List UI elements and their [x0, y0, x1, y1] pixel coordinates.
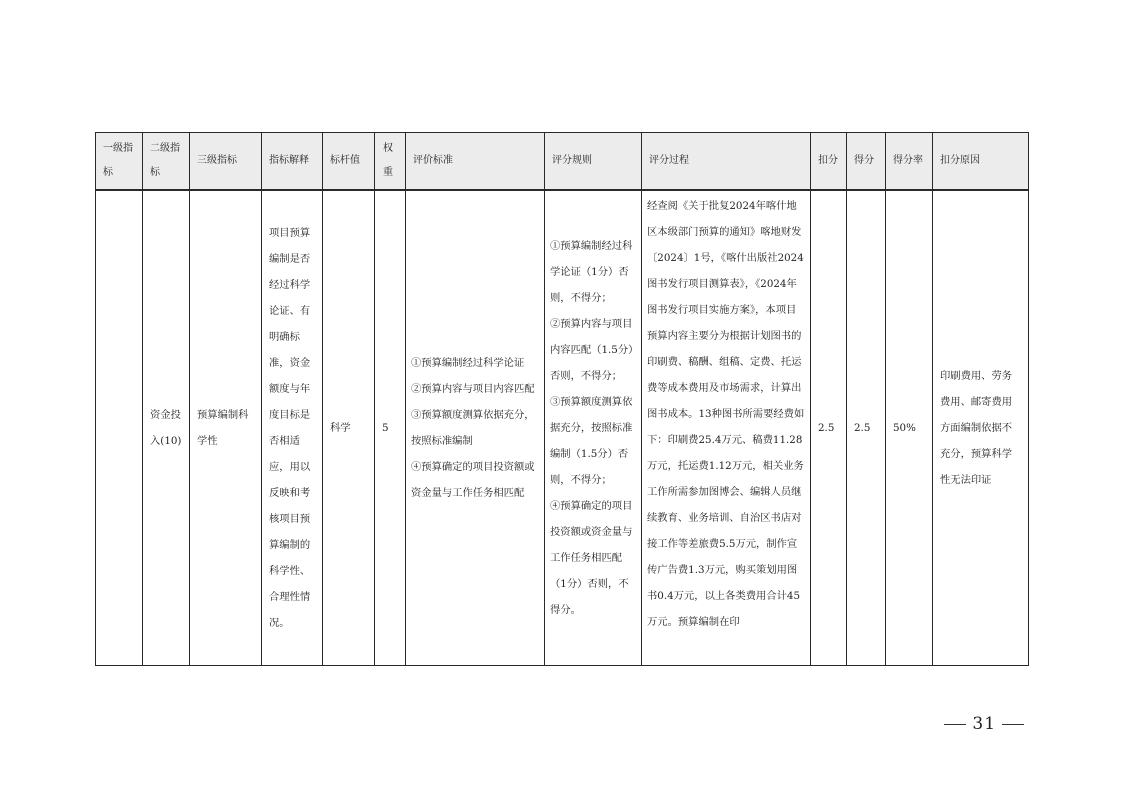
- level3-cell: 预算编制科学性: [190, 190, 262, 666]
- header-cell: 评分过程: [642, 133, 811, 191]
- header-cell: 标杆值: [323, 133, 375, 191]
- standard-cell: [406, 190, 545, 666]
- rules-cell: [545, 190, 642, 666]
- benchmark-cell: 科学: [323, 190, 375, 666]
- rule-item: ③预算额度测算依据充分，按照标准编制（1.5分）否则，不得分；: [550, 396, 633, 486]
- weight-cell: 5: [375, 190, 406, 666]
- level1-cell: [96, 190, 143, 666]
- header-cell: 评价标准: [406, 133, 545, 191]
- evaluation-table: [95, 132, 1029, 666]
- page-number: [944, 714, 1024, 734]
- header-cell: 指标解释: [262, 133, 323, 191]
- header-cell: 评分规则: [545, 133, 642, 191]
- rule-item: ②预算内容与项目内容匹配（1.5分）否则，不得分；: [550, 318, 634, 382]
- reason-cell: 印刷费用、劳务费用、邮寄费用方面编制依据不充分，预算科学性无法印证: [933, 190, 1029, 666]
- explanation-cell: 项目预算编制是否经过科学论证、有明确标准，资金额度与年度目标是否相适应，用以反映和考核项目预算编制的科学性、合理性情况。: [262, 190, 323, 666]
- table-row: [96, 190, 1029, 666]
- process-cell: 经查阅《关于批复2024年喀什地区本级部门预算的通知》喀地财发〔2024〕1号，《喀什出版社2024图书发行项目测算表》，《2024年图书发行项目实施方案》，本项目预算内容主要分为根据计划图书的印刷费、稿酬、组稿、定费、托运费等成本费用及市场需求，计算出图书成本。13种图书所需要经费如下：印刷费25.4万元、稿费11.28万元，托运费1.12万元，相关业务工作所需参加图博会、编辑人员继续教育、业务培训、自治区书店对接工作等差旅费5.5万元，制作宣传广告费1.3万元，购买策划用图书0.4万元，以上各类费用合计45万元。预算编制在印: [642, 190, 811, 666]
- score-cell: 2.5: [847, 190, 886, 666]
- level2-cell: 资金投入(10): [143, 190, 190, 666]
- rate-cell: 50%: [886, 190, 933, 666]
- standard-item: ①预算编制经过科学论证: [411, 357, 525, 369]
- header-cell: 一级指标: [96, 133, 143, 191]
- header-cell: 得分: [847, 133, 886, 191]
- header-cell: 二级指标: [143, 133, 190, 191]
- header-cell: 得分率: [886, 133, 933, 191]
- page-number-text: 31: [972, 714, 997, 734]
- header-cell: 三级指标: [190, 133, 262, 191]
- rule-item: ④预算确定的项目投资额或资金量与工作任务相匹配（1分）否则，不得分。: [550, 500, 633, 616]
- standard-item: ④预算确定的项目投资额或资金量与工作任务相匹配: [411, 461, 535, 499]
- page-dash-right: [1002, 724, 1024, 725]
- standard-item: ③预算额度测算依据充分，按照标准编制: [411, 409, 535, 447]
- header-cell: 权重: [375, 133, 406, 191]
- header-cell: 扣分原因: [933, 133, 1029, 191]
- deduction-cell: 2.5: [811, 190, 847, 666]
- rule-item: ①预算编制经过科学论证（1分）否则，不得分；: [550, 240, 633, 304]
- header-cell: 扣分: [811, 133, 847, 191]
- standard-item: ②预算内容与项目内容匹配: [411, 383, 535, 395]
- table-header-row: [96, 133, 1029, 191]
- page-dash-left: [944, 724, 966, 725]
